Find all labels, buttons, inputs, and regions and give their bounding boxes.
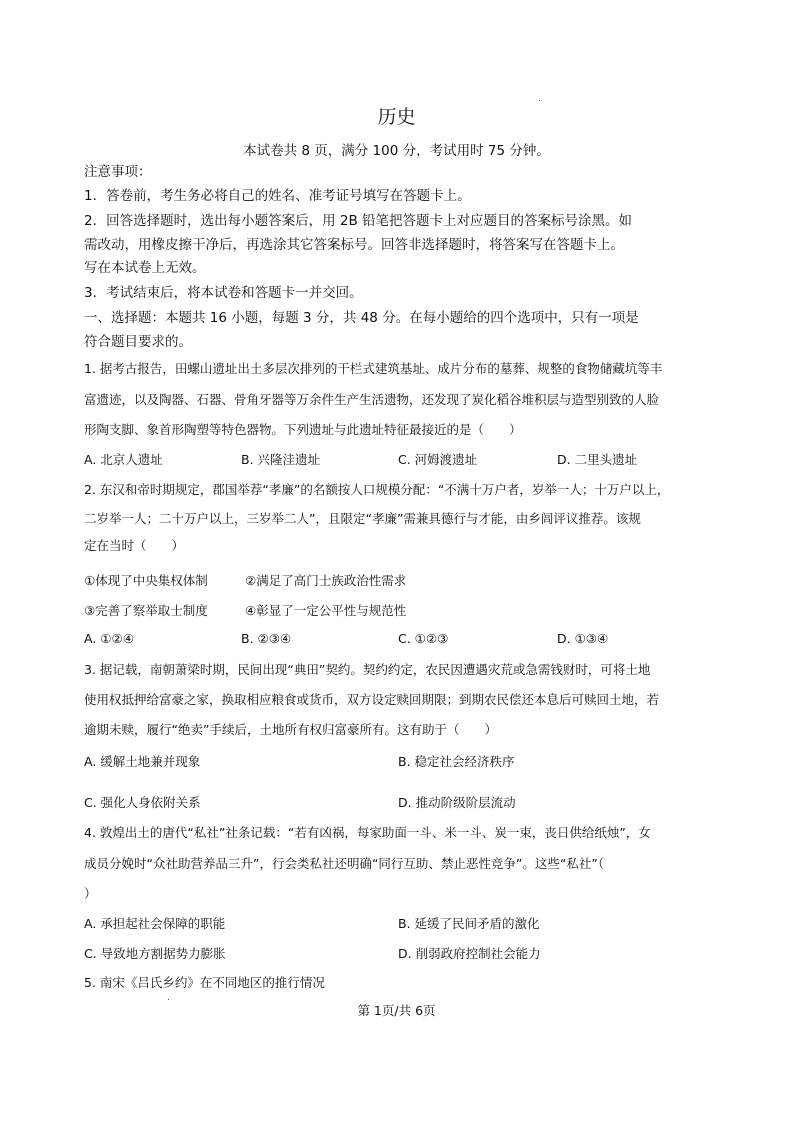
question-4-text: 4. 敦煌出土的唐代“私社”社条记载：“若有凶祸，每家助面一斗、米一斗、炭一束，丧日供给纸烛”，女 <box>84 825 651 840</box>
question-4-option-a: A. 承担起社会保障的职能 <box>84 916 226 931</box>
question-3-option-d: D. 推动阶级阶层流动 <box>398 795 516 810</box>
page-subtitle: 本试卷共 8 页，满分 100 分，考试用时 75 分钟。 <box>243 143 550 159</box>
question-1-text: 富遗迹，以及陶器、石器、骨角牙器等万余件生产生活遗物，还发现了炭化稻谷堆积层与造型别致的人脸 <box>84 392 660 407</box>
question-2-text: 二岁举一人；二十万户以上，三岁举二人”，且限定“孝廉”需兼具德行与才能，由乡闾评议推荐。该规 <box>84 511 641 526</box>
question-2-option-c: C. ①②③ <box>398 631 449 646</box>
scan-dot <box>539 100 540 101</box>
section-heading: 符合题目要求的。 <box>84 334 192 350</box>
question-4-option-b: B. 延缓了民间矛盾的激化 <box>398 916 540 931</box>
question-2-item: ②满足了高门士族政治性需求 <box>245 573 407 588</box>
notice-line: 2．回答选择题时，选出每小题答案后，用 2B 铅笔把答题卡上对应题目的答案标号涂黑。如 <box>84 213 633 229</box>
question-4-option-d: D. 削弱政府控制社会能力 <box>398 946 541 961</box>
question-2-text: 2. 东汉和帝时期规定，郡国举荐“孝廉”的名额按人口规模分配：“不满十万户者，岁举一人；十万户以上， <box>84 482 670 497</box>
notice-line: 1．答卷前，考生务必将自己的姓名、准考证号填写在答题卡上。 <box>84 188 471 204</box>
question-2-option-b: B. ②③④ <box>241 631 292 646</box>
question-2-item: ③完善了察举取士制度 <box>84 603 208 618</box>
question-5-text: 5. 南宋《吕氏乡约》在不同地区的推行情况 <box>84 975 325 990</box>
question-1-option-d: D. 二里头遗址 <box>557 452 638 467</box>
page-footer: 第 1页/共 6页 <box>357 1003 436 1018</box>
question-3-text: 3. 据记载，南朝萧梁时期，民间出现“典田”契约。契约约定，农民因遭遇灾荒或急需钱财时，可将土地 <box>84 662 651 677</box>
scan-dot <box>168 999 169 1000</box>
question-2-item: ①体现了中央集权体制 <box>84 573 208 588</box>
question-2-text: 定在当时（ ） <box>84 538 185 553</box>
notice-line: 3．考试结束后，将本试卷和答题卡一并交回。 <box>84 285 363 301</box>
question-1-option-c: C. 河姆渡遗址 <box>398 452 478 467</box>
section-heading: 一、选择题：本题共 16 小题，每题 3 分，共 48 分。在每小题给的四个选项中，只有一项是 <box>84 310 639 326</box>
question-3-text: 使用权抵押给富豪之家，换取相应粮食或货币，双方设定赎回期限；到期农民偿还本息后可赎回土地，若 <box>84 692 660 707</box>
notice-line: 写在本试卷上无效。 <box>84 260 206 276</box>
question-2-item: ④彰显了一定公平性与规范性 <box>245 603 407 618</box>
question-3-option-c: C. 强化人身依附关系 <box>84 795 201 810</box>
question-4-text: 成员分娩时“众社助营养品三升”，行会类私社还明确“同行互助、禁止恶性竞争”。这些“私社”（ <box>84 856 605 871</box>
question-1-text: 形陶支脚、象首形陶塑等特色器物。下列遗址与此遗址特征最接近的是（ ） <box>84 422 522 437</box>
notice-line: 需改动，用橡皮擦干净后，再选涂其它答案标号。回答非选择题时，将答案写在答题卡上。 <box>84 237 624 253</box>
question-1-option-a: A. 北京人遗址 <box>84 452 163 467</box>
question-4-option-c: C. 导致地方割据势力膨胀 <box>84 946 226 961</box>
page-title: 历史 <box>377 106 416 128</box>
question-1-text: 1. 据考古报告，田螺山遗址出土多层次排列的干栏式建筑基址、成片分布的墓葬、规整的食物储藏坑等丰 <box>84 361 663 376</box>
question-3-option-b: B. 稳定社会经济秩序 <box>398 754 515 769</box>
question-3-option-a: A. 缓解土地兼并现象 <box>84 754 201 769</box>
question-2-option-a: A. ①②④ <box>84 631 134 646</box>
question-1-option-b: B. 兴隆洼遗址 <box>241 452 321 467</box>
notice-heading: 注意事项： <box>84 164 152 180</box>
question-2-option-d: D. ①③④ <box>557 631 609 646</box>
question-3-text: 逾期未赎，履行“绝卖”手续后，土地所有权归富豪所有。这有助于（ ） <box>84 722 497 737</box>
question-4-text: ） <box>84 886 97 901</box>
